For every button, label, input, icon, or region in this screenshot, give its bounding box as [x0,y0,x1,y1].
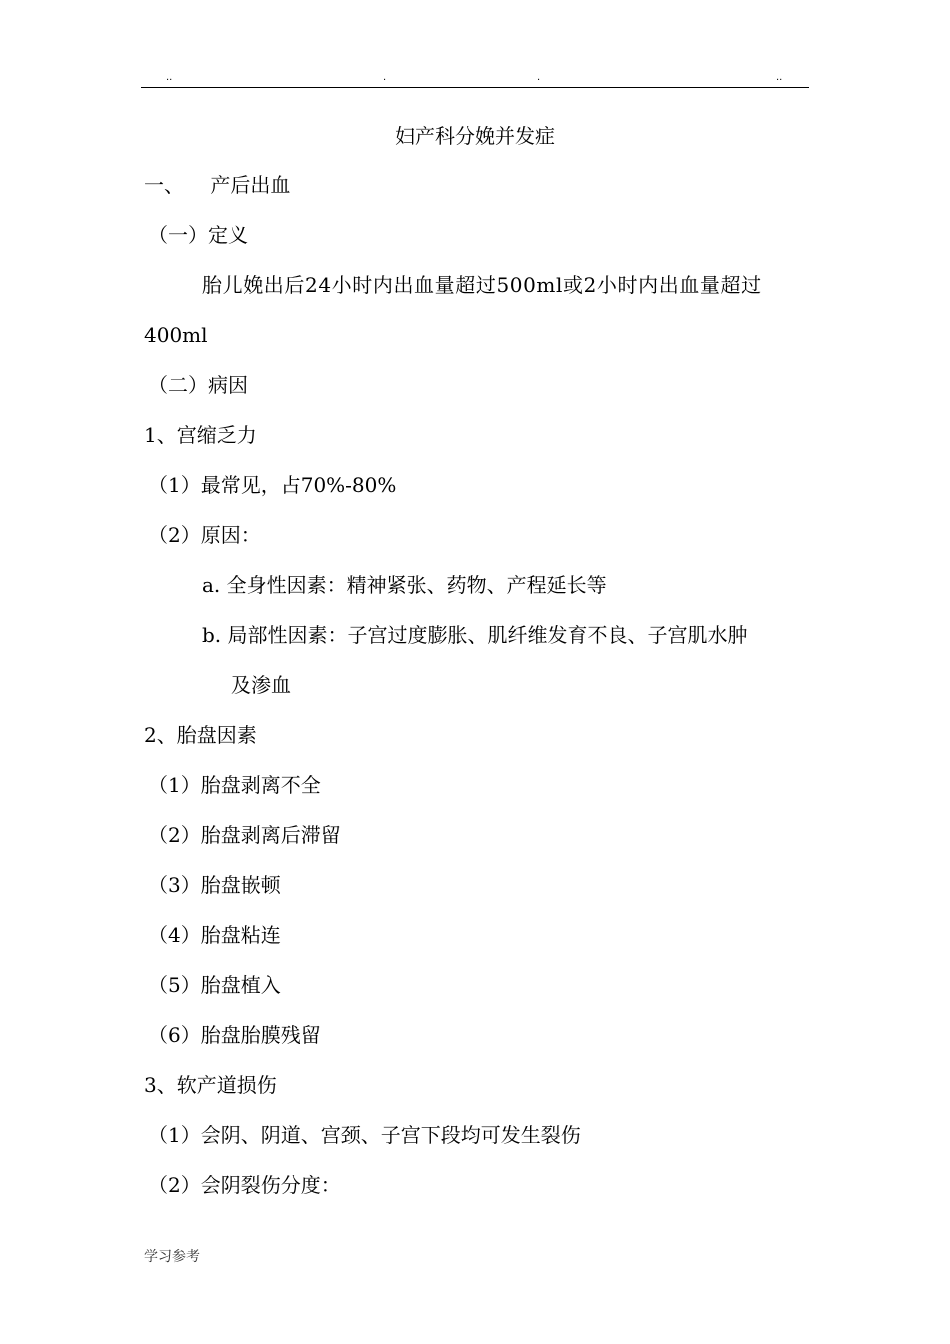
footer-text: 学习参考 [144,1249,200,1265]
list-item: （2）会阴裂伤分度： [148,1173,341,1197]
list-item: （6）胎盘胎膜残留 [148,1023,321,1047]
subsection-heading: （二）病因 [148,373,248,397]
list-item: （2）胎盘剥离后滞留 [148,823,341,847]
header-rule [141,87,809,88]
list-subitem: a. 全身性因素：精神紧张、药物、产程延长等 [202,573,607,597]
list-subitem: b. 局部性因素：子宫过度膨胀、肌纤维发育不良、子宫肌水肿 [202,623,748,647]
header-mark: . [383,72,387,83]
document-title: 妇产科分娩并发症 [395,124,555,148]
paragraph-text: 400ml [144,323,208,347]
header-mark: .. [776,72,783,83]
header-mark: .. [166,72,173,83]
subsection-heading: （一）定义 [148,223,248,247]
paragraph-text: 胎儿娩出后24小时内出血量超过500ml或2小时内出血量超过 [202,273,762,297]
list-subitem-continuation: 及渗血 [231,673,291,697]
list-item: （1）胎盘剥离不全 [148,773,321,797]
list-item: （5）胎盘植入 [148,973,281,997]
list-item: （3）胎盘嵌顿 [148,873,281,897]
list-heading: 3、软产道损伤 [144,1073,277,1097]
list-item: （4）胎盘粘连 [148,923,281,947]
section-heading: 一、 产后出血 [144,173,291,197]
list-item: （1）最常见，占70%-80% [148,473,397,497]
list-heading: 1、宫缩乏力 [144,423,257,447]
list-item: （1）会阴、阴道、宫颈、子宫下段均可发生裂伤 [148,1123,581,1147]
list-item: （2）原因： [148,523,261,547]
header-mark: . [537,72,541,83]
list-heading: 2、胎盘因素 [144,723,257,747]
